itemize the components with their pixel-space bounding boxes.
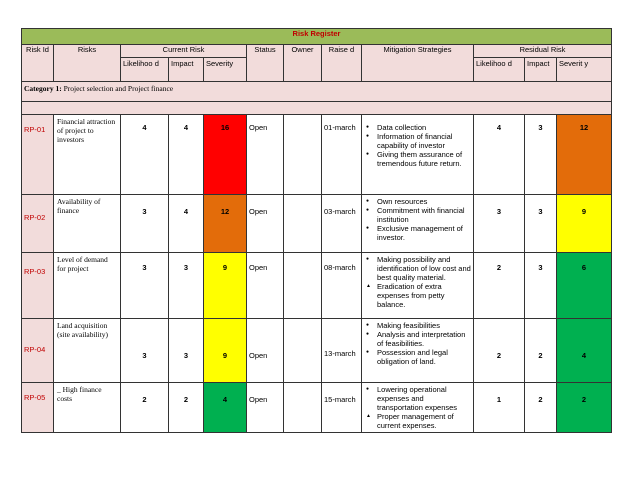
res-impact-value: 2	[525, 319, 557, 383]
register-title: Risk Register	[22, 29, 612, 45]
header-status: Status	[247, 45, 284, 82]
impact-value: 4	[169, 195, 204, 253]
mitigation-cell	[362, 195, 474, 253]
impact-value: 4	[169, 115, 204, 195]
header-raised: Raise d	[322, 45, 362, 82]
header-res-severity: Severit y	[557, 58, 612, 82]
res-impact-value: 2	[525, 383, 557, 433]
mitigation-item: ● Own resources	[377, 197, 471, 206]
risk-description: _ High finance costs	[54, 383, 121, 433]
risk-description: Land acquisition (site availability)	[54, 319, 121, 383]
res-severity-value: 12	[557, 115, 612, 195]
table-row	[22, 115, 612, 195]
likelihood-value: 3	[121, 253, 169, 319]
owner-value	[284, 383, 322, 433]
impact-value: 2	[169, 383, 204, 433]
raised-date: 03-march	[322, 195, 362, 253]
status-value: Open	[247, 195, 284, 253]
risk-id: RP-01	[22, 115, 54, 195]
header-likelihood: Likelihoo d	[121, 58, 169, 82]
header-res-impact: Impact	[525, 58, 557, 82]
owner-value	[284, 319, 322, 383]
header-mitigation: Mitigation Strategies	[362, 45, 474, 82]
risk-register-table	[21, 28, 612, 433]
res-likelihood-value: 2	[474, 253, 525, 319]
status-value: Open	[247, 115, 284, 195]
likelihood-value: 4	[121, 115, 169, 195]
risk-id: RP-04	[22, 319, 54, 383]
impact-value: 3	[169, 319, 204, 383]
mitigation-cell	[362, 115, 474, 195]
status-value: Open	[247, 319, 284, 383]
likelihood-value: 3	[121, 319, 169, 383]
likelihood-value: 2	[121, 383, 169, 433]
res-impact-value: 3	[525, 195, 557, 253]
mitigation-item: ● Exclusive management of investor.	[377, 224, 471, 242]
risk-description: Availability of finance	[54, 195, 121, 253]
risk-id: RP-05	[22, 383, 54, 433]
res-likelihood-value: 4	[474, 115, 525, 195]
severity-value: 4	[204, 383, 247, 433]
mitigation-item: ● Analysis and interpretation of feasibilities.	[377, 330, 471, 348]
status-value: Open	[247, 253, 284, 319]
severity-value: 16	[204, 115, 247, 195]
mitigation-item: ● Giving them assurance of tremendous future return.	[377, 150, 471, 168]
header-risks: Risks	[54, 45, 121, 82]
res-severity-value: 2	[557, 383, 612, 433]
severity-value: 9	[204, 319, 247, 383]
table-row	[22, 383, 612, 433]
owner-value	[284, 195, 322, 253]
res-likelihood-value: 2	[474, 319, 525, 383]
res-severity-value: 6	[557, 253, 612, 319]
raised-date: 15-march	[322, 383, 362, 433]
res-impact-value: 3	[525, 253, 557, 319]
impact-value: 3	[169, 253, 204, 319]
category-label	[22, 82, 612, 102]
mitigation-item: ● Making possibility and identification of low cost and best quality material.	[377, 255, 471, 282]
owner-value	[284, 115, 322, 195]
status-value: Open	[247, 383, 284, 433]
risk-description: Financial attraction of project to investors	[54, 115, 121, 195]
table-row	[22, 319, 612, 383]
mitigation-item: ● Commitment with financial institution	[377, 206, 471, 224]
header-current-risk: Current Risk	[121, 45, 247, 58]
res-severity-value: 4	[557, 319, 612, 383]
risk-id: RP-02	[22, 195, 54, 253]
table-row	[22, 195, 612, 253]
risk-id: RP-03	[22, 253, 54, 319]
mitigation-item: ● Lowering operational expenses and transportation expenses	[377, 385, 471, 412]
mitigation-item: ● Making feasibilities	[377, 321, 471, 330]
mitigation-cell	[362, 253, 474, 319]
mitigation-item: ● Data collection	[377, 123, 471, 132]
mitigation-item: ▲ Proper management of current expenses.	[377, 412, 471, 430]
owner-value	[284, 253, 322, 319]
raised-date: 01-march	[322, 115, 362, 195]
severity-value: 12	[204, 195, 247, 253]
category-name: Project selection and Project finance	[63, 84, 174, 93]
table-row	[22, 253, 612, 319]
mitigation-cell	[362, 319, 474, 383]
mitigation-cell	[362, 383, 474, 433]
mitigation-item: ● Information of financial capability of investor	[377, 132, 471, 150]
mitigation-item: ● Possession and legal obligation of land.	[377, 348, 471, 366]
category-prefix: Category 1:	[24, 84, 62, 93]
raised-date: 08-march	[322, 253, 362, 319]
res-likelihood-value: 3	[474, 195, 525, 253]
header-owner: Owner	[284, 45, 322, 82]
risk-description: Level of demand for project	[54, 253, 121, 319]
raised-date: 13-march	[322, 319, 362, 383]
header-severity: Severity	[204, 58, 247, 82]
header-res-likelihood: Likelihoo d	[474, 58, 525, 82]
header-risk-id: Risk Id	[22, 45, 54, 82]
likelihood-value: 3	[121, 195, 169, 253]
res-impact-value: 3	[525, 115, 557, 195]
res-likelihood-value: 1	[474, 383, 525, 433]
header-impact: Impact	[169, 58, 204, 82]
severity-value: 9	[204, 253, 247, 319]
mitigation-item: ▲ Eradication of extra expenses from petty balance.	[377, 282, 471, 309]
category-band	[22, 102, 612, 115]
header-residual-risk: Residual Risk	[474, 45, 612, 58]
res-severity-value: 9	[557, 195, 612, 253]
